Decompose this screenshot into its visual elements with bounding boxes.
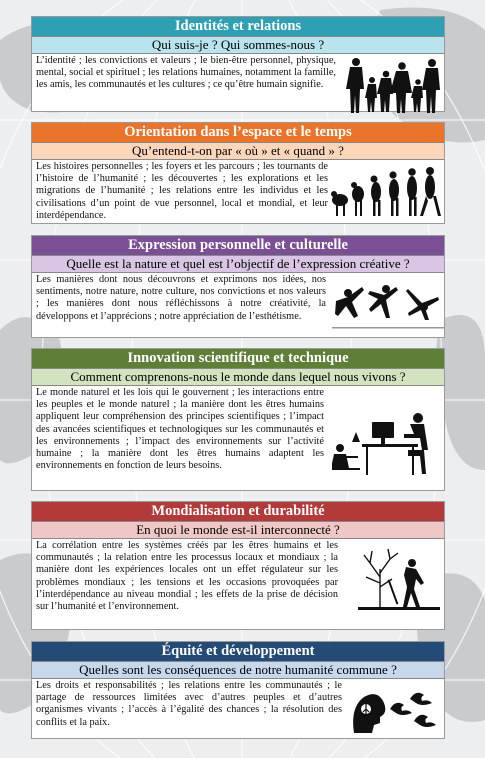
section-text: Le monde naturel et les lois qui le gouvernent ; les interactions entre les peuples et le monde naturel ; la manière dont les êtres humains appliquent leur compréhension des principes scientifiques ; l’impact des avancées scientifiques et technologiques sur les communautés et les environnements ; l’impact des environnements sur l’activité humaine ; la manière dont les êtres humains adaptent les environnements en fonction de leurs besoins. (36, 387, 324, 472)
dancers-icon (332, 281, 444, 331)
section-question: Quelle est la nature et quel est l’objectif de l’expression créative ? (32, 256, 444, 273)
section-question: Qu’entend-t-on par « où » et « quand » ? (32, 143, 444, 160)
section-identites (31, 16, 445, 112)
section-question: Qui suis-je ? Qui sommes-nous ? (32, 37, 444, 54)
section-text: Les manières dont nous découvrons et exprimons nos idées, nos sentiments, notre nature, notre culture, nos convictions et nos valeurs ; les manières dont nous réfléchissons à notre créativité, la développons et l’apprécions ; notre appréciation de l’esthétisme. (36, 274, 326, 322)
section-text: La corrélation entre les systèmes créés par les êtres humains et les communautés ; la relation entre les processus locaux et mondiaux ; la manière dont les expériences locales ont un effet régulateur sur les problèmes mondiaux ; les tensions et les occasions provoquées par l’interdépendance au niveau mondial ; les effets de la prise de décision sur l’humanité et l’environnement. (36, 540, 338, 613)
section-text: Les histoires personnelles ; les foyers et les parcours ; les tournants de l’histoire de l’humanité ; les découvertes ; les explorations et les migrations de l’humanité ; les relations entre les individus et les civilisations d’un point de vue personnel, local et mondial, et leur interdépendance. (36, 161, 328, 221)
section-orientation (31, 122, 445, 224)
peace-doves-icon (350, 687, 440, 737)
section-question: Comment comprenons-nous le monde dans lequel nous vivons ? (32, 369, 444, 386)
section-title: Expression personnelle et culturelle (32, 236, 444, 256)
section-title: Équité et développement (32, 642, 444, 662)
family-silhouettes-icon (344, 56, 442, 114)
section-title: Innovation scientifique et technique (32, 349, 444, 369)
section-title: Identités et relations (32, 17, 444, 37)
section-equite (31, 641, 445, 739)
section-text: L’identité ; les convictions et valeurs ; le bien-être personnel, physique, mental, social et spirituel ; les relations humaines, notamment la famille, les amis, les communautés et les cultures ; ce qu’être humain signifie. (36, 55, 336, 91)
section-expression (31, 235, 445, 338)
human-evolution-icon (330, 166, 442, 218)
scientist-at-computer-icon (332, 412, 440, 478)
person-planting-tree-icon (358, 543, 440, 613)
section-title: Mondialisation et durabilité (32, 502, 444, 522)
section-title: Orientation dans l’espace et le temps (32, 123, 444, 143)
section-innovation (31, 348, 445, 491)
section-text: Les droits et responsabilités ; les relations entre les communautés ; le partage de ressources limitées avec d’autres peuples et d’autres organismes vivants ; l’accès à l’égalité des chances ; la résolution des conflits et la paix. (36, 680, 342, 728)
section-mondialisation (31, 501, 445, 630)
section-question: En quoi le monde est-il interconnecté ? (32, 522, 444, 539)
section-question: Quelles sont les conséquences de notre humanité commune ? (32, 662, 444, 679)
